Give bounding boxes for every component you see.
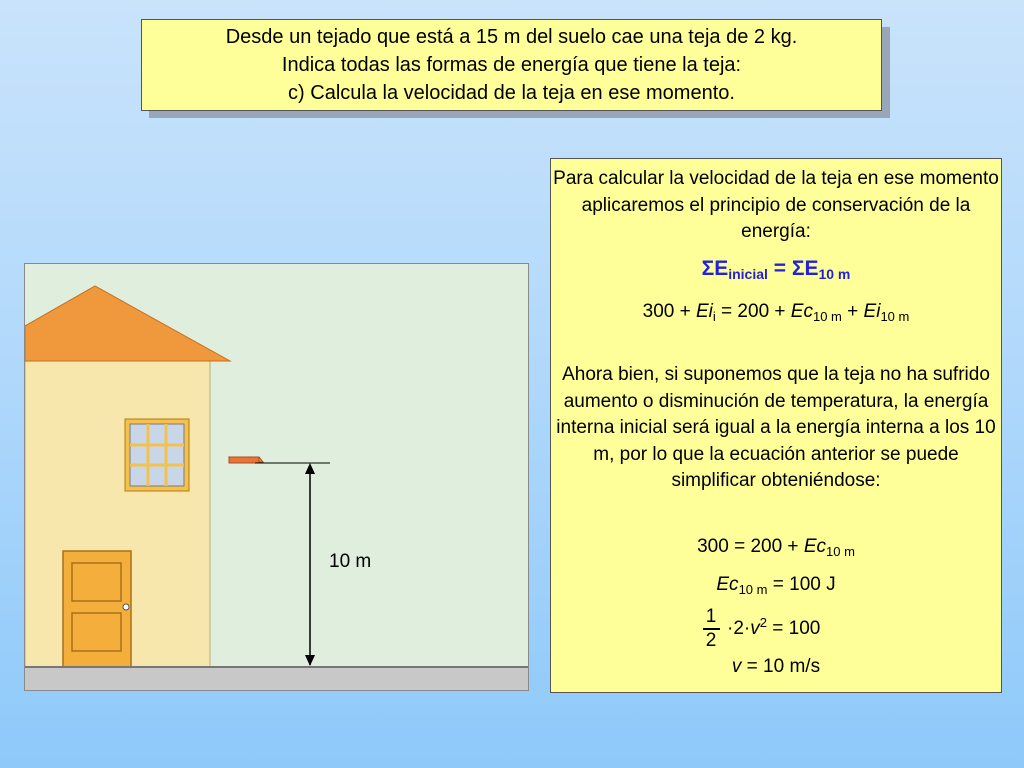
energy-balance-equation: $300 + Ei_i = 200 + Ec_{10 m} + Ei_{10 m}$ <box>642 301 910 324</box>
problem-line-3: c) Calcula la velocidad de la teja en ese momento. <box>288 82 735 104</box>
problem-statement-box <box>141 19 882 111</box>
fraction-numerator: 1 <box>705 606 717 627</box>
solution-box <box>550 158 1002 693</box>
house-door <box>63 551 131 667</box>
house-window <box>125 419 189 491</box>
simplified-equation: $300 = 200 + Ec_{10 m}$ <box>697 536 855 559</box>
falling-tile <box>229 457 263 463</box>
ground <box>25 667 529 691</box>
fraction-denominator: 2 <box>705 630 717 651</box>
velocity-result: v = 10 m/s <box>731 656 821 677</box>
house-drawing <box>25 264 529 691</box>
kinetic-energy-result: $Ec_{10 m} = 100$ J <box>716 574 836 597</box>
intro-paragraph: Para calcular la velocidad de la teja en ese momento aplicaremos el principio de conservación de la energía: <box>553 168 999 242</box>
door-knob <box>123 604 129 610</box>
energy-conservation-equation: $\Sigma E_{inicial} = \Sigma E_{10 m}$ <box>701 257 851 282</box>
problem-line-1: Desde un tejado que está a 15 m del suelo cae una teja de 2 kg. <box>225 26 798 48</box>
kinetic-energy-formula: $\cdot 2\cdot v^2 = 100$ <box>727 615 821 639</box>
distance-label: 10 m <box>329 551 372 572</box>
scene-illustration <box>24 263 529 691</box>
one-half-fraction <box>701 606 721 652</box>
problem-line-2: Indica todas las formas de energía que tiene la teja: <box>281 54 742 76</box>
reasoning-paragraph: Ahora bien, si suponemos que la teja no ha sufrido aumento o disminución de temperatura, la energía interna inicial será igual a la energía interna a los 10 m, por lo que la ecuación anterior se puede simplificar obteniéndose: <box>556 364 996 491</box>
